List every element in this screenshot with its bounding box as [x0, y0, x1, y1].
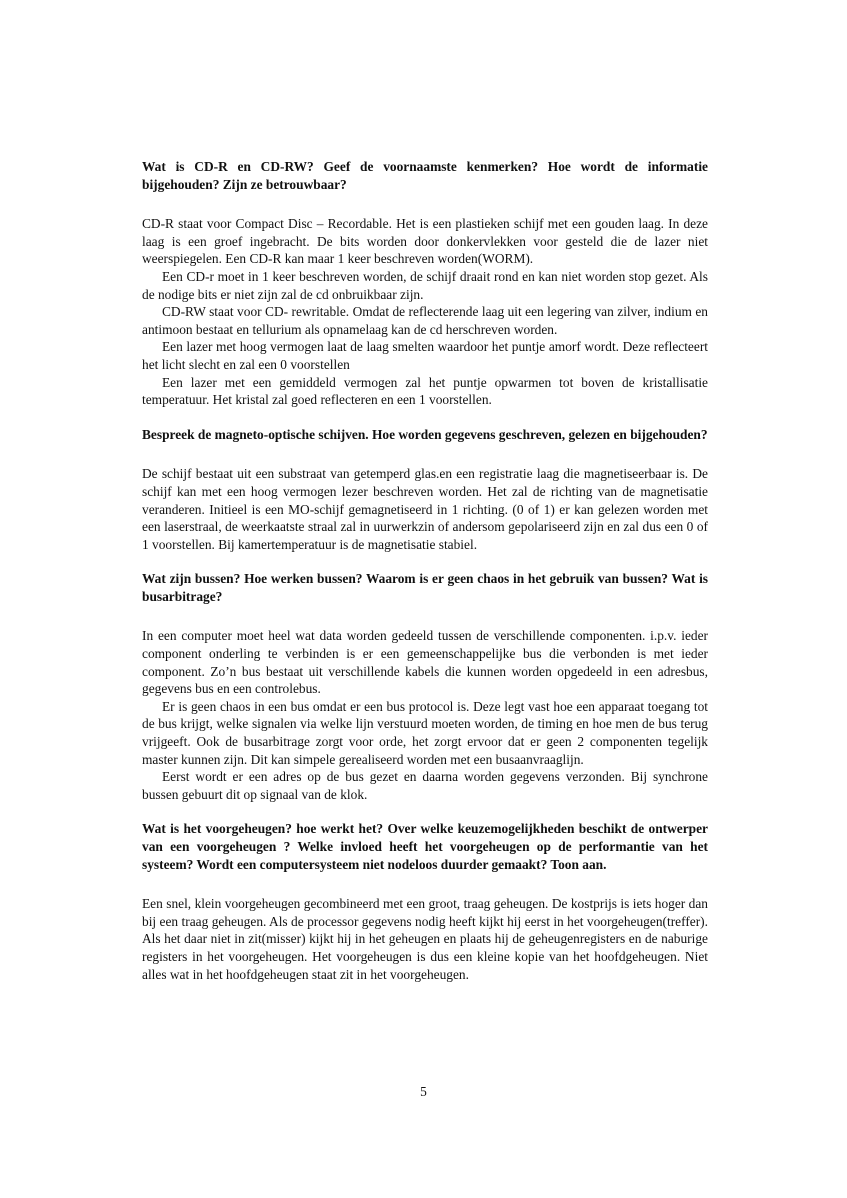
- page-number: 5: [420, 1084, 427, 1099]
- question-heading: Wat zijn bussen? Hoe werken bussen? Waarom is er geen chaos in het gebruik van bussen? Wat is busarbitrage?: [142, 571, 708, 604]
- question-heading: Wat is CD-R en CD-RW? Geef de voornaamste kenmerken? Hoe wordt de informatie bijgehouden? Zijn ze betrouwbaar?: [142, 159, 708, 192]
- paragraph: CD-R staat voor Compact Disc – Recordable. Het is een plastieken schijf met een gouden laag. In deze laag is een groef ingebracht. De bits worden door donkervlekken voor gesteld die de lazer niet weerspiegelen. Een CD-R kan maar 1 keer beschreven worden(WORM).: [142, 216, 708, 267]
- document-page: [142, 158, 708, 1000]
- paragraph: Er is geen chaos in een bus omdat er een bus protocol is. Deze legt vast hoe een apparaat toegang tot de bus krijgt, welke signalen via welke lijn verstuurd moeten worden, de timing en hoe men de bus terug vrijgeeft. Ook de busarbitrage zorgt voor orde, het zorgt ervoor dat er geen 2 componenten tegelijk master kunnen zijn. Dit kan simpele gerealiseerd worden met een busaanvraaglijn.: [142, 698, 708, 767]
- paragraph: Een lazer met hoog vermogen laat de laag smelten waardoor het puntje amorf wordt. Deze reflecteert het licht slecht en zal een 0 voorstellen: [142, 339, 708, 372]
- section-cd-r: [142, 158, 708, 409]
- section-voorgeheugen: [142, 820, 708, 983]
- paragraph: De schijf bestaat uit een substraat van getemperd glas.en een registratie laag die magnetiseerbaar is. De schijf kan met een hoog vermogen lezer beschreven worden. Het zal de richting van de magnetisatie veranderen. Initieel is een MO-schijf gemagnetiseerd in 1 richting. (0 of 1) er kan gelezen worden met een laserstraal, de weerkaatste straal zal in uurwerkzin of andersom gepolariseerd zijn en zal dus een 0 of 1 voorstellen. Bij kamertemperatuur is de magnetisatie stabiel.: [142, 466, 708, 552]
- question-heading: Wat is het voorgeheugen? hoe werkt het? Over welke keuzemogelijkheden beschikt de ontwerper van een voorgeheugen ? Welke invloed heeft het voorgeheugen op de performantie van het systeem? Wordt een computersysteem niet nodeloos duurder gemaakt? Toon aan.: [142, 821, 708, 872]
- paragraph: Een lazer met een gemiddeld vermogen zal het puntje opwarmen tot boven de kristallisatie temperatuur. Het kristal zal goed reflecteren en een 1 voorstellen.: [142, 374, 708, 408]
- paragraph: Eerst wordt er een adres op de bus gezet en daarna worden gegevens verzonden. Bij synchrone bussen gebuurt dit op signaal van de klok.: [142, 769, 708, 802]
- section-magneto-optical: [142, 426, 708, 554]
- paragraph: Een CD-r moet in 1 keer beschreven worden, de schijf draait rond en kan niet worden stop gezet. Als de nodige bits er niet zijn zal de cd onbruikbaar zijn.: [142, 268, 708, 302]
- question-heading: Bespreek de magneto-optische schijven. Hoe worden gegevens geschreven, gelezen en bijgehouden?: [142, 426, 708, 442]
- section-bussen: [142, 570, 708, 803]
- paragraph: In een computer moet heel wat data worden gedeeld tussen de verschillende componenten. i.p.v. ieder component onderling te verbinden is er een gemeenschappelijke bus die verbonden is met ieder component. Zo’n bus bestaat uit verschillende kabels die kunnen worden opgedeeld in een adresbus, gegevens bus en een controlebus.: [142, 628, 708, 697]
- paragraph: CD-RW staat voor CD- rewritable. Omdat de reflecterende laag uit een legering van zilver, indium en antimoon bestaat en tellurium als opnamelaag kan de cd herschreven worden.: [142, 304, 708, 337]
- paragraph: Een snel, klein voorgeheugen gecombineerd met een groot, traag geheugen. De kostprijs is iets hoger dan bij een traag geheugen. Als de processor gegevens nodig heeft kijkt hij eerst in het voorgeheugen(treffer). Als het daar niet in zit(misser) kijkt hij in het geheugen en plaats hij de geheugenregisters en de naburige registers in het voorgeheugen. Het voorgeheugen is dus een kleine kopie van het hoofdgeheugen. Niet alles wat in het hoofdgeheugen staat zit in het voorgeheugen.: [142, 896, 708, 982]
